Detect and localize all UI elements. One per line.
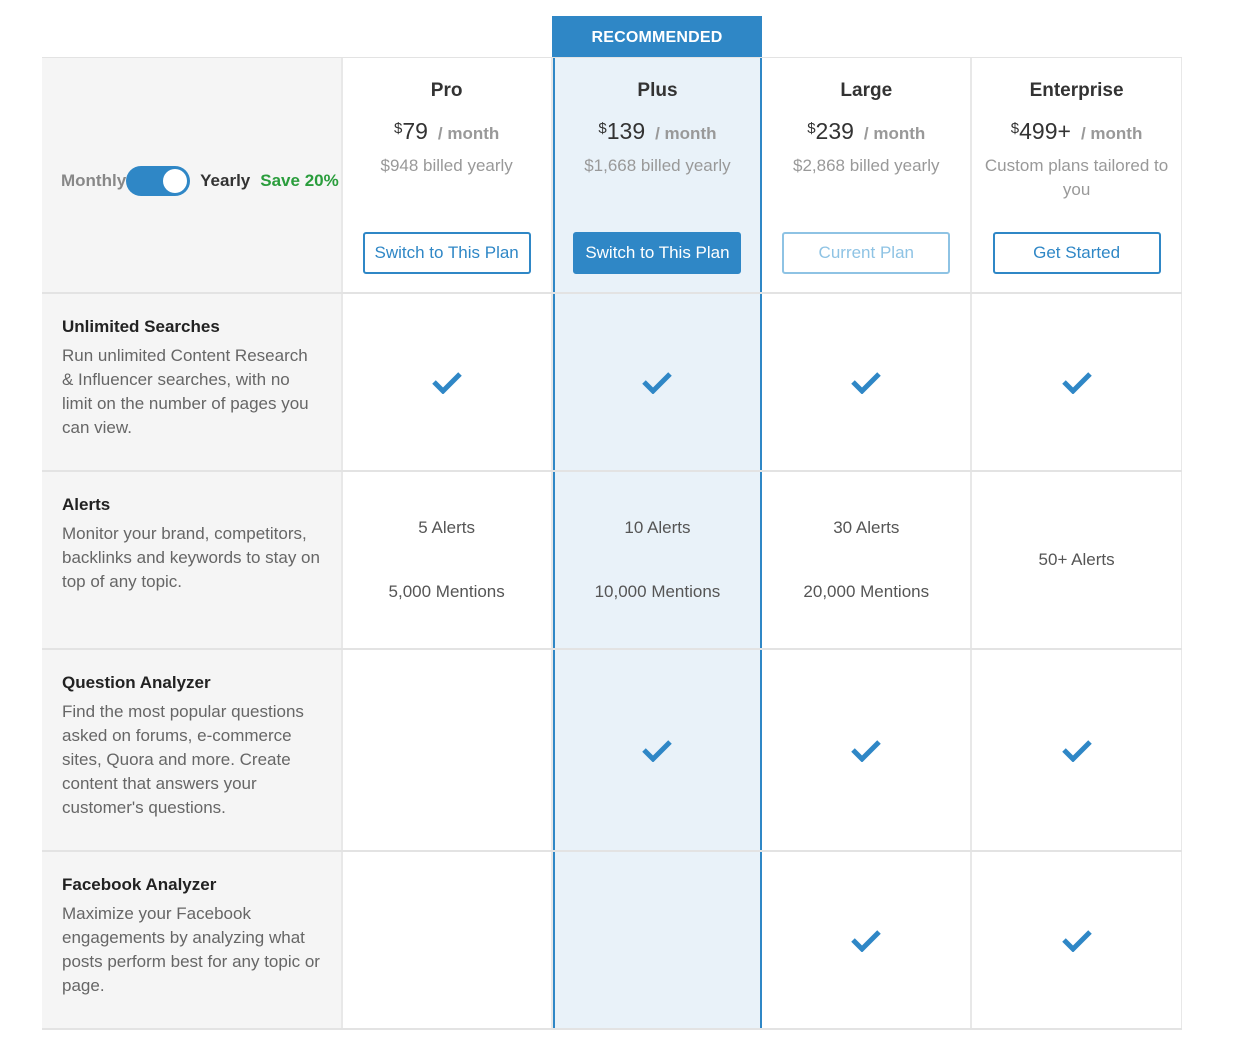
price-currency: $ (1010, 120, 1020, 137)
feature-cell (42, 294, 343, 470)
mentions-count: 5,000 Mentions (388, 582, 505, 601)
plan-price (598, 118, 716, 148)
price-period: / month (1080, 124, 1143, 143)
toggle-knob (163, 169, 187, 193)
large-facebook-analyzer (762, 852, 972, 1028)
enterprise-alerts (972, 472, 1182, 648)
check-icon (1062, 928, 1092, 952)
feature-cell (42, 650, 343, 850)
plan-header-row (42, 57, 1182, 294)
feature-description: Find the most popular questions asked on forums, e-commerce sites, Quora and more. Create content that answers your customer's questions. (62, 702, 304, 817)
feature-row-alerts (42, 472, 1182, 650)
pricing-table (42, 57, 1182, 1030)
price-amount: 79 (402, 118, 428, 144)
plan-name: Plus (637, 80, 678, 101)
pro-alerts (343, 472, 553, 648)
billing-toggle-group (61, 166, 339, 196)
feature-title: Alerts (62, 495, 111, 514)
check-icon (851, 738, 881, 762)
feature-title: Unlimited Searches (62, 317, 220, 336)
switch-plan-button[interactable]: Switch to This Plan (573, 232, 741, 274)
price-period: / month (863, 124, 926, 143)
billed-yearly: $1,668 billed yearly (584, 156, 731, 175)
enterprise-question-analyzer (972, 650, 1182, 850)
price-period: / month (437, 124, 500, 143)
enterprise-unlimited-searches (972, 294, 1182, 470)
alerts-count: 5 Alerts (418, 518, 475, 537)
billed-yearly: $948 billed yearly (380, 156, 513, 175)
check-icon (1062, 370, 1092, 394)
plan-pro (343, 58, 553, 292)
large-alerts (762, 472, 972, 648)
alerts-count: 30 Alerts (833, 518, 900, 537)
alerts-count: 10 Alerts (624, 518, 691, 537)
billing-toggle-cell (42, 58, 343, 292)
switch-plan-button[interactable]: Switch to This Plan (363, 232, 531, 274)
custom-plans-note: Custom plans tailored to you (984, 156, 1169, 199)
plus-question-analyzer (553, 650, 763, 850)
price-currency: $ (393, 120, 403, 137)
check-icon (851, 928, 881, 952)
billing-period-toggle[interactable] (126, 166, 190, 196)
pro-unlimited-searches (343, 294, 553, 470)
check-icon (432, 370, 462, 394)
feature-title: Facebook Analyzer (62, 875, 217, 894)
pro-question-analyzer (343, 650, 553, 850)
feature-row-question-analyzer (42, 650, 1182, 852)
plan-price (807, 118, 925, 148)
price-amount: 499+ (1019, 118, 1071, 144)
feature-description: Run unlimited Content Research & Influencer searches, with no limit on the number of pages you can view. (62, 346, 309, 437)
feature-cell (42, 472, 343, 648)
feature-cell (42, 852, 343, 1028)
plan-name: Large (840, 80, 893, 101)
feature-description: Monitor your brand, competitors, backlinks and keywords to stay on top of any topic. (62, 524, 320, 591)
check-icon (1062, 738, 1092, 762)
plus-alerts (553, 472, 763, 648)
current-plan-button[interactable]: Current Plan (782, 232, 950, 274)
enterprise-facebook-analyzer (972, 852, 1182, 1028)
plan-enterprise (972, 58, 1182, 292)
price-amount: 139 (606, 118, 646, 144)
mentions-count: 10,000 Mentions (594, 582, 721, 601)
plan-price (394, 118, 499, 148)
price-period: / month (655, 124, 717, 143)
get-started-button[interactable]: Get Started (993, 232, 1161, 274)
feature-row-facebook-analyzer (42, 852, 1182, 1030)
plan-name: Pro (430, 80, 463, 101)
plan-name: Enterprise (1029, 80, 1124, 101)
large-unlimited-searches (762, 294, 972, 470)
pro-facebook-analyzer (343, 852, 553, 1028)
check-icon (851, 370, 881, 394)
price-currency: $ (807, 120, 816, 137)
plus-unlimited-searches (553, 294, 763, 470)
yearly-label[interactable]: Yearly (200, 171, 251, 190)
billed-yearly: $2,868 billed yearly (793, 156, 940, 175)
feature-row-unlimited-searches (42, 294, 1182, 472)
check-icon (642, 738, 672, 762)
feature-title: Question Analyzer (62, 673, 211, 692)
large-question-analyzer (762, 650, 972, 850)
monthly-label[interactable]: Monthly (61, 171, 127, 190)
alerts-count: 50+ Alerts (1038, 550, 1115, 569)
plus-facebook-analyzer (553, 852, 763, 1028)
recommended-badge: RECOMMENDED (552, 16, 762, 60)
feature-description: Maximize your Facebook engagements by analyzing what posts perform best for any topic or page. (62, 904, 320, 995)
check-icon (642, 370, 672, 394)
save-badge: Save 20% (260, 171, 339, 190)
plan-large (762, 58, 972, 292)
price-amount: 239 (815, 118, 854, 144)
plan-price (1011, 118, 1143, 148)
price-currency: $ (598, 120, 607, 137)
plan-plus (553, 58, 763, 292)
mentions-count: 20,000 Mentions (803, 582, 930, 601)
